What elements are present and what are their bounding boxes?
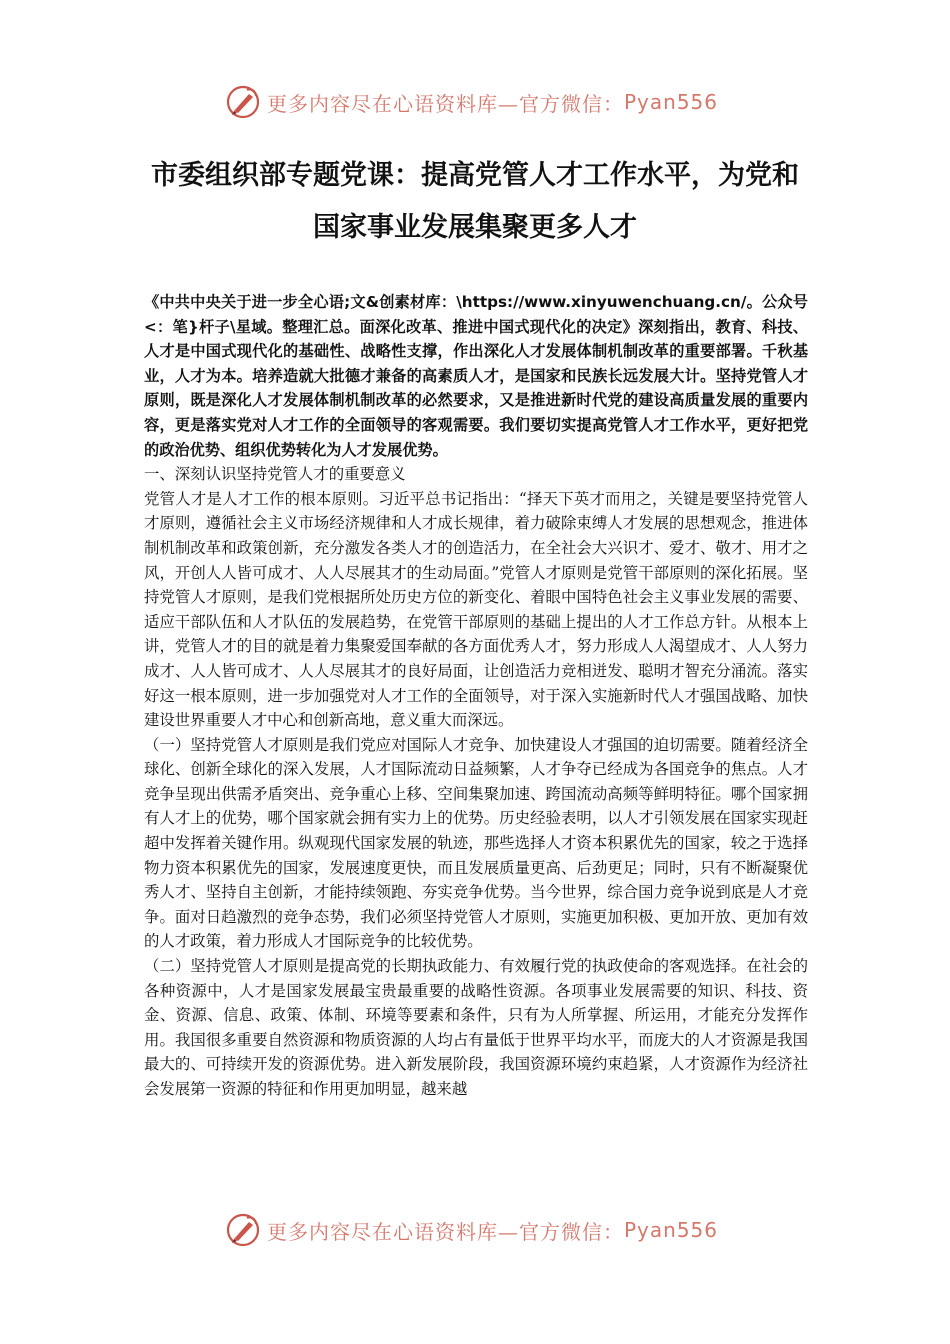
paragraph-3: （二）坚持党管人才原则是提高党的长期执政能力、有效履行党的执政使命的客观选择。在社会的各种资源中，人才是国家发展最宝贵最重要的战略性资源。各项事业发展需要的知识、科技、资金、资源、信息、政策、体制、环境等要素和条件，只有为人所掌握、所运用，才能充分发挥作用。我国很多重要自然资源和物质资源的人均占有量低于世界平均水平，而庞大的人才资源是我国最大的、可持续开发的资源优势。进入新发展阶段，我国资源环境约束趋紧，人才资源作为经济社会发展第一资源的特征和作用更加明显，越来越	[144, 957, 808, 1098]
section-heading: 一、深刻认识坚持党管人才的重要意义	[144, 465, 406, 484]
paragraph-2: （一）坚持党管人才原则是我们党应对国际人才竞争、加快建设人才强国的迫切需要。随着经济全球化、创新全球化的深入发展，人才国际流动日益频繁，人才争夺已经成为各国竞争的焦点。人才竞争呈现出供需矛盾突出、竞争重心上移、空间集聚加速、跨国流动高频等鲜明特征。哪个国家拥有人才上的优势，哪个国家就会拥有实力上的优势。历史经验表明，以人才引领发展在国家实现赶超中发挥着关键作用。纵观现代国家发展的轨迹，那些选择人才资本积累优先的国家，较之于选择物力资本积累优先的国家，发展速度更快，而且发展质量更高、后劲更足；同时，只有不断凝聚优秀人才、坚持自主创新，才能持续领跑、夯实竞争优势。当今世界，综合国力竞争说到底是人才竞争。面对日趋激烈的竞争态势，我们必须坚持党管人才原则，实施更加积极、更加开放、更加有效的人才政策，着力形成人才国际竞争的比较优势。	[144, 735, 808, 951]
intro-paragraph: 《中共中央关于进一步全心语;文&创素材库：\https://www.xinyuwenchuang.cn/。公众号<：笔}杆子\星域。整理汇总。面深化改革、推进中国式现代化的决定》深刻指出，教育、科技、人才是中国式现代化的基础性、战略性支撑，作出深化人才发展体制机制改革的重要部署。千秋基业，人才为本。培养造就大批德才兼备的高素质人才，是国家和民族长远发展大计。坚持党管人才原则，既是深化人才发展体制机制改革的必然要求，又是推进新时代党的建设高质量发展的重要内容，更是落实党对人才工作的全面领导的客观需要。我们要切实提高党管人才工作水平，更好把党的政治优势、组织优势转化为人才发展优势。	[144, 293, 808, 459]
header-banner[interactable]	[225, 80, 745, 124]
paragraph-1: 党管人才是人才工作的根本原则。习近平总书记指出：“择天下英才而用之，关键是要坚持党管人才原则，遵循社会主义市场经济规律和人才成长规律，着力破除束缚人才发展的思想观念，推进体制机制改革和政策创新，充分激发各类人才的创造活力，在全社会大兴识才、爱才、敬才、用才之风，开创人人皆可成才、人人尽展其才的生动局面。”党管人才原则是党管干部原则的深化拓展。坚持党管人才原则，是我们党根据所处历史方位的新变化、着眼中国特色社会主义事业发展的需要、适应干部队伍和人才队伍的发展趋势，在党管干部原则的基础上提出的人才工作总方针。从根本上讲，党管人才的目的就是着力集聚爱国奉献的各方面优秀人才，努力形成人人渴望成才、人人努力成才、人人皆可成才、人人尽展其才的良好局面，让创造活力竞相迸发、聪明才智充分涌流。落实好这一根本原则，进一步加强党对人才工作的全面领导，对于深入实施新时代人才强国战略、加快建设世界重要人才中心和创新高地，意义重大而深远。	[144, 489, 808, 730]
banner-text: 更多内容尽在心语资料库—官方微信：	[267, 1219, 624, 1244]
page-title: 市委组织部专题党课：提高党管人才工作水平，为党和国家事业发展集聚更多人才	[151, 160, 799, 243]
footer-banner[interactable]	[225, 1208, 745, 1252]
banner-wechat-id: Pyan556	[624, 90, 719, 114]
article-body	[144, 290, 808, 1102]
banner-text: 更多内容尽在心语资料库—官方微信：	[267, 91, 624, 116]
banner-wechat-id: Pyan556	[624, 1218, 719, 1242]
pen-logo-icon	[225, 84, 261, 120]
pen-logo-icon	[225, 1212, 261, 1248]
